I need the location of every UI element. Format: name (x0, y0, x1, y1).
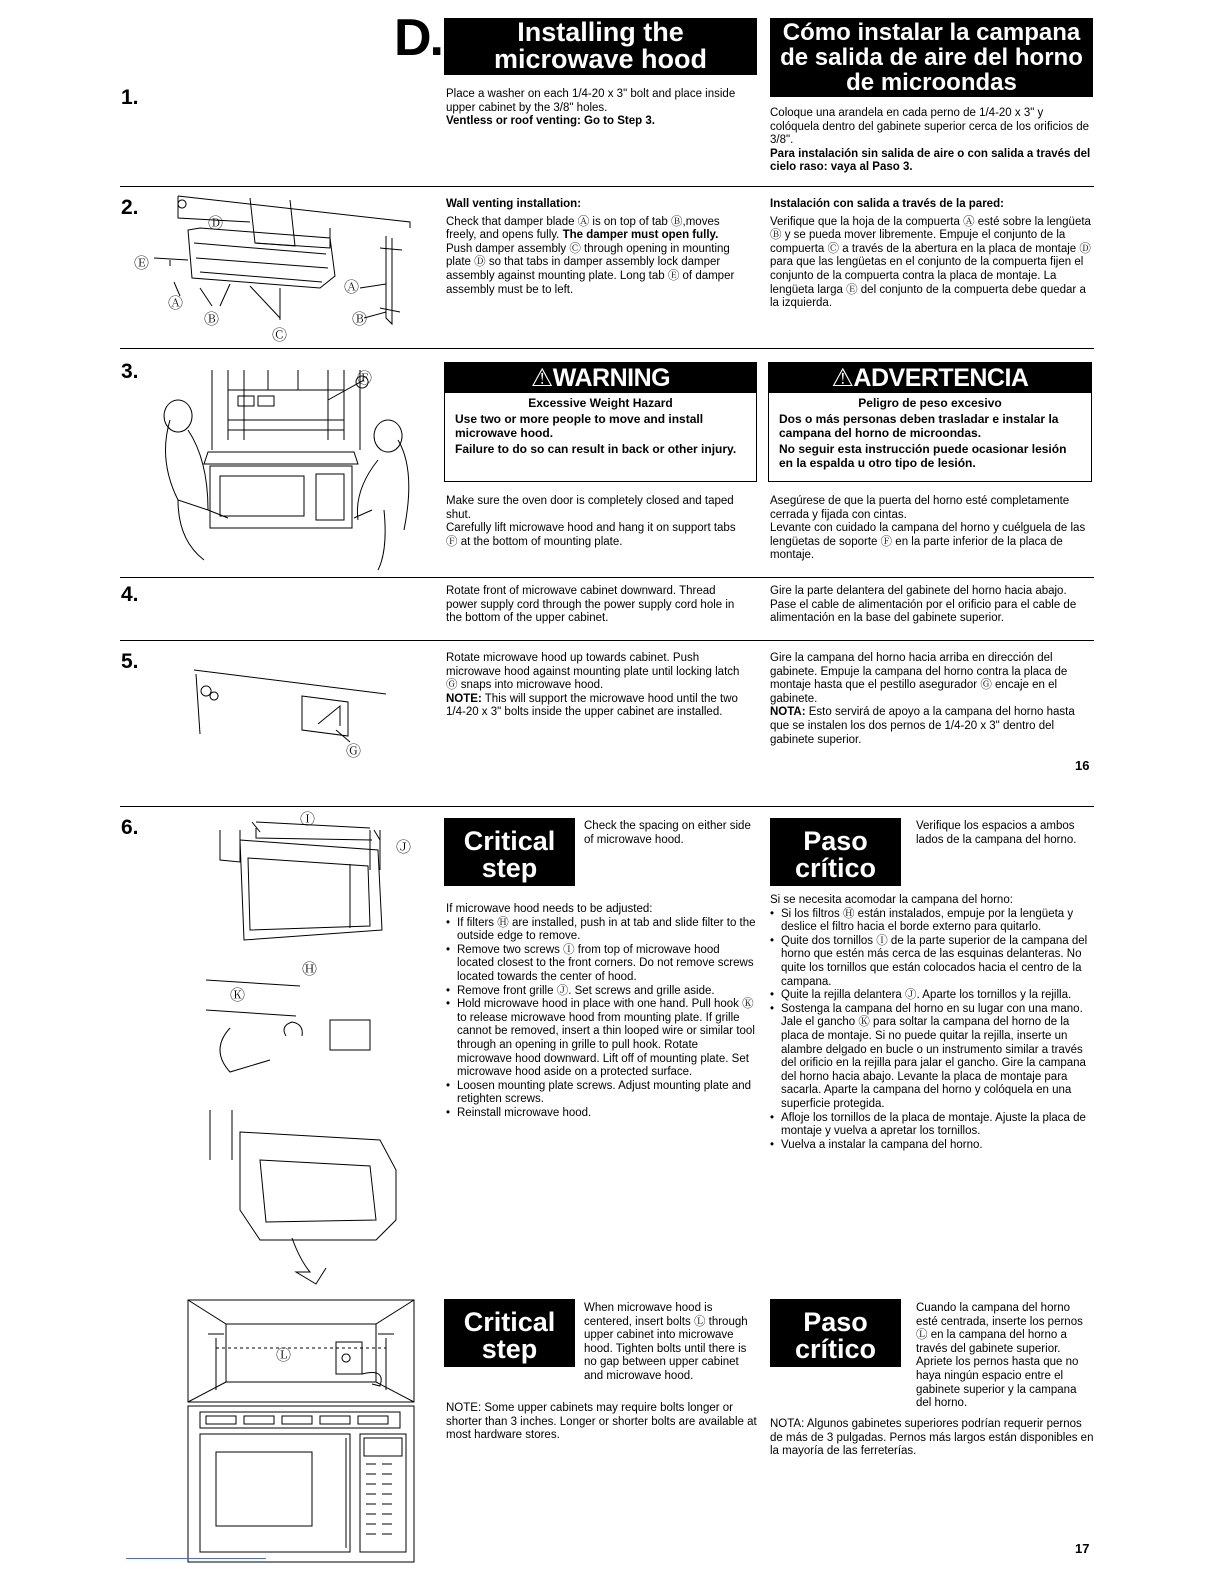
warning-line-1: Use two or more people to move and install microwave hood. (455, 412, 704, 440)
footer-rule (126, 1558, 266, 1559)
warning-line-2: Failure to do so can result in back or other injury. (455, 442, 737, 456)
step-5-note (446, 693, 750, 720)
step-4-instruction-es: Gire la parte delantera del gabinete del horno hacia abajo. Pase el cable de alimentación por el orificio para el cable de alimentación en la base del gabinete superior. (770, 585, 1077, 625)
step-2-instruction-es: Verifique que la hoja de la compuerta Ⓐ esté sobre la lengüeta Ⓑ y se pueda mover libremente. Empuje el conjunto de la compuerta Ⓒ a través de la abertura en la placa de montaje Ⓓ para que las lengüetas en el conjunto de la compuerta fijen el conjunto de la compuerta contra la placa de montaje. La lengüeta larga Ⓔ del conjunto de la compuerta debe quedar a la izquierda. (770, 215, 1091, 310)
advertencia-line-2: No seguir esta instrucción puede ocasionar lesión en la espalda u otro tipo de lesión. (779, 442, 1067, 470)
step-6-list-es (770, 894, 1094, 1152)
callout-d: Ⓓ (208, 215, 224, 232)
page-number-16: 16 (1075, 758, 1090, 773)
step-3-door-instruction: Make sure the oven door is completely closed and taped shut. (446, 495, 734, 521)
step-5-instruction-es: Gire la campana del horno hacia arriba en dirección del gabinete. Empuje la campana del horno contra la placa de montaje hasta que el pestillo asegurador Ⓖ encaje en el gabinete. (770, 652, 1068, 705)
list-item: • Afloje los tornillos de la placa de montaje. Ajuste la placa de montaje y vuelva a apretar los tornillos. (770, 1112, 1094, 1139)
callout-a-left: Ⓐ (168, 295, 184, 312)
callout-e: Ⓔ (134, 255, 150, 272)
step-6-number: 6. (121, 816, 139, 839)
step-1-instruction-es: Coloque una arandela en cada perno de 1/4-20 x 3" y colóquela dentro del gabinete superior cerca de los orificios de 3/8". (770, 107, 1090, 147)
list-item: • Reinstall microwave hood. (446, 1107, 756, 1121)
callout-k: Ⓚ (230, 987, 246, 1004)
callout-b-left: Ⓑ (204, 311, 220, 328)
critical-step-badge-2-en (444, 1299, 575, 1367)
critical-step-es-line-2: crítico (794, 853, 877, 883)
callout-i: Ⓘ (300, 811, 316, 828)
list-item: • Sostenga la campana del horno en su lugar con una mano. Jale el gancho Ⓚ para soltar la campana del horno de la placa de montaje. Si no puede quitar la rejilla, inserte un alambre delgado en bucle o un instrumento similar a través del orificio en la rejilla para jalar el gancho. Gire la campana del horno hacia abajo. Levante la placa de montaje para sacarla. Aparte la campana del horno y colóquela en una superficie protegida. (770, 1003, 1094, 1112)
step-2-heading: Wall venting installation: (446, 198, 582, 210)
callout-j: Ⓙ (396, 839, 412, 856)
list-item: • Loosen mounting plate screws. Adjust mounting plate and retighten screws. (446, 1080, 756, 1107)
warning-box (444, 362, 757, 482)
step-7-instruction: When microwave hood is centered, insert bolts Ⓛ through upper cabinet into microwave hood. Tighten bolts until there is no gap between upper cabinet and microwave hood. (584, 1302, 748, 1382)
list-item: • Vuelva a instalar la campana del horno. (770, 1139, 1094, 1153)
list-item: • Si los filtros Ⓗ están instalados, empuje por la lengüeta y deslice el filtro hacia el borde externo para quitarlo. (770, 908, 1094, 935)
step-4-text-es (770, 585, 1094, 626)
step-1-number: 1. (121, 86, 139, 109)
step-2-instruction (446, 216, 746, 298)
divider-1 (120, 186, 1094, 187)
section-title-en (444, 18, 757, 75)
critical-step-badge-es (770, 818, 901, 886)
advertencia-hazard-name: Peligro de peso excesivo (858, 396, 1002, 410)
callout-a-right: Ⓐ (344, 279, 360, 296)
step-6-check-es (916, 820, 1094, 847)
step-2-instruction-b: Push damper assembly Ⓒ through opening in mounting plate Ⓓ so that tabs in damper assembly lock damper assembly against mounting plate. Long tab Ⓔ of damper assembly must be to left. (446, 242, 735, 296)
divider-3 (120, 577, 1094, 578)
step-5-instruction: Rotate microwave hood up towards cabinet. Push microwave hood against mounting plate until locking latch Ⓖ snaps into microwave hood. (446, 652, 740, 692)
step-6-bullets-es (770, 908, 1094, 1153)
step-2-number: 2. (121, 196, 139, 219)
list-item: • Remove front grille Ⓙ. Set screws and grille aside. (446, 985, 756, 999)
critical-step-en-line-2: step (481, 853, 538, 883)
critical-step-2-en-line-2: step (481, 1334, 538, 1364)
step-5-text-es (770, 652, 1094, 747)
step-5-note-label-es: NOTA: (770, 706, 806, 719)
step-1-instruction: Place a washer on each 1/4-20 x 3" bolt and place inside upper cabinet by the 3/8" holes. (446, 88, 736, 114)
step-3-text-es (770, 495, 1094, 563)
callout-f: Ⓕ (357, 370, 373, 387)
step-3-lift-instruction-es: Levante con cuidado la campana del horno y cuélguela de las lengüetas de soporte Ⓕ en la parte inferior de la placa de montaje. (770, 522, 1086, 562)
step-3-number: 3. (121, 360, 139, 383)
step-3-door-instruction-es: Asegúrese de que la puerta del horno esté completamente cerrada y fijada con cintas. (770, 495, 1070, 521)
critical-step-2-en-line-1: Critical (463, 1307, 556, 1337)
title-en-line-2: microwave hood (493, 44, 708, 74)
advertencia-box (768, 362, 1092, 482)
list-item: • Quite la rejilla delantera Ⓙ. Aparte los tornillos y la rejilla. (770, 989, 1094, 1003)
advertencia-line-1: Dos o más personas deben trasladar e instalar la campana del horno de microondas. (779, 412, 1059, 440)
step-2-instruction-a: Check that damper blade Ⓐ is on top of tab Ⓑ,moves freely, and opens fully. (446, 215, 720, 242)
warning-hazard-name: Excessive Weight Hazard (528, 396, 673, 410)
advertencia-title: ⚠ADVERTENCIA (769, 363, 1091, 393)
title-es-line-3: de microondas (846, 69, 1017, 96)
step-3-lift-instruction: Carefully lift microwave hood and hang it on support tabs Ⓕ at the bottom of mounting plate. (446, 522, 736, 548)
step-1-text-es (770, 107, 1094, 175)
warning-title: ⚠WARNING (445, 363, 756, 393)
critical-step-en-line-1: Critical (463, 826, 556, 856)
step-7-note-en (446, 1402, 758, 1443)
step-6-check-en (584, 820, 756, 847)
critical-step-es-line-1: Paso (803, 826, 868, 856)
callout-c: Ⓒ (272, 327, 288, 344)
step-7-text-es (916, 1302, 1094, 1411)
callout-h: Ⓗ (302, 961, 318, 978)
title-es-line-2: de salida de aire del horno (780, 44, 1083, 71)
step-7-instruction-es: Cuando la campana del horno esté centrada, inserte los pernos Ⓛ en la campana del horno a través del gabinete superior. Apriete los pernos hasta que no haya ningún espacio entre el gabinete superior y la campana del horno. (916, 1302, 1083, 1410)
step-4-instruction: Rotate front of microwave cabinet downward. Thread power supply cord through the power supply cord hole in the bottom of the upper cabinet. (446, 585, 735, 625)
step-1-text-en (446, 88, 746, 129)
callout-l: Ⓛ (276, 1347, 292, 1364)
step-1-ventless-note-es: Para instalación sin salida de aire o con salida a través del cielo raso: vaya al Paso 3. (770, 147, 1091, 174)
step-4-text-en (446, 585, 750, 626)
step-6-bullets (446, 917, 756, 1121)
step-7-text-en (584, 1302, 756, 1384)
step-6-intro: If microwave hood needs to be adjusted: (446, 903, 653, 915)
title-en-line-1: Installing the (517, 17, 684, 47)
divider-2 (120, 348, 1094, 349)
step-2-heading-es: Instalación con salida a través de la pared: (770, 198, 1004, 210)
section-letter: D. (394, 9, 442, 67)
step-3-text-en (446, 495, 746, 549)
step-5-note-es (770, 706, 1094, 747)
step-7-note-es: NOTA: Algunos gabinetes superiores podrían requerir pernos de más de 3 pulgadas. Pernos más largos están disponibles en la mayoría de las ferreterías. (770, 1418, 1094, 1458)
step-5-note-text: This will support the microwave hood until the two 1/4-20 x 3" bolts inside the upper cabinet are installed. (446, 692, 738, 719)
microwave-adjust-illustration (200, 810, 420, 1285)
step-6-intro-es: Si se necesita acomodar la campana del horno: (770, 894, 1013, 906)
step-7-note: NOTE: Some upper cabinets may require bolts longer or shorter than 3 inches. Longer or shorter bolts are available at most hardware stores. (446, 1402, 757, 1442)
step-5-number: 5. (121, 650, 139, 673)
step-2-text-es (770, 198, 1094, 311)
list-item: • Remove two screws Ⓘ from top of microwave hood located closest to the front corners. Do not remove screws located towards the center of hood. (446, 944, 756, 985)
page-number-17: 17 (1075, 1541, 1090, 1556)
bolt-installation-illustration (186, 1298, 416, 1563)
step-6-check-instruction: Check the spacing on either side of microwave hood. (584, 820, 751, 846)
step-6-check-instruction-es: Verifique los espacios a ambos lados de la campana del horno. (916, 820, 1077, 846)
step-7-note-es (770, 1418, 1094, 1459)
divider-5 (120, 806, 1094, 807)
step-4-number: 4. (121, 583, 139, 606)
list-item: • Quite dos tornillos Ⓘ de la parte superior de la campana del horno que estén más cerca de las esquinas delanteras. No quite los tornillos que están colocados hacia el centro de la campana. (770, 935, 1094, 989)
callout-g: Ⓖ (346, 743, 362, 760)
step-5-text-en (446, 652, 750, 720)
callout-b-right: Ⓑ (352, 311, 368, 328)
two-person-lift-illustration (148, 360, 418, 570)
section-title-es (770, 18, 1093, 97)
step-2-damper-warning: The damper must open fully. (562, 229, 719, 242)
list-item: • Hold microwave hood in place with one hand. Pull hook Ⓚ to release microwave hood from mounting plate. If grille cannot be removed, insert a thin looped wire or similar tool through an opening in grille to pull hook. Rotate microwave hood downward. Lift off of mounting plate. Set microwave hood aside on a protected surface. (446, 998, 756, 1080)
title-es-line-1: Cómo instalar la campana (782, 19, 1081, 46)
critical-step-badge-en (444, 818, 575, 886)
locking-latch-illustration (190, 664, 390, 764)
step-5-note-text-es: Esto servirá de apoyo a la campana del horno hasta que se instalen los dos pernos de 1/4-20 x 3" dentro del gabinete superior. (770, 706, 1075, 746)
critical-step-2-es-line-2: crítico (794, 1334, 877, 1364)
step-6-list-en (446, 903, 756, 1121)
list-item: • If filters Ⓗ are installed, push in at tab and slide filter to the outside edge to remove. (446, 917, 756, 944)
critical-step-badge-2-es (770, 1299, 901, 1367)
divider-4 (120, 640, 1094, 641)
damper-assembly-illustration (130, 188, 420, 348)
critical-step-2-es-line-1: Paso (803, 1307, 868, 1337)
step-5-note-label: NOTE: (446, 692, 482, 705)
step-1-ventless-note: Ventless or roof venting: Go to Step 3. (446, 115, 655, 128)
step-2-text-en (446, 198, 746, 297)
